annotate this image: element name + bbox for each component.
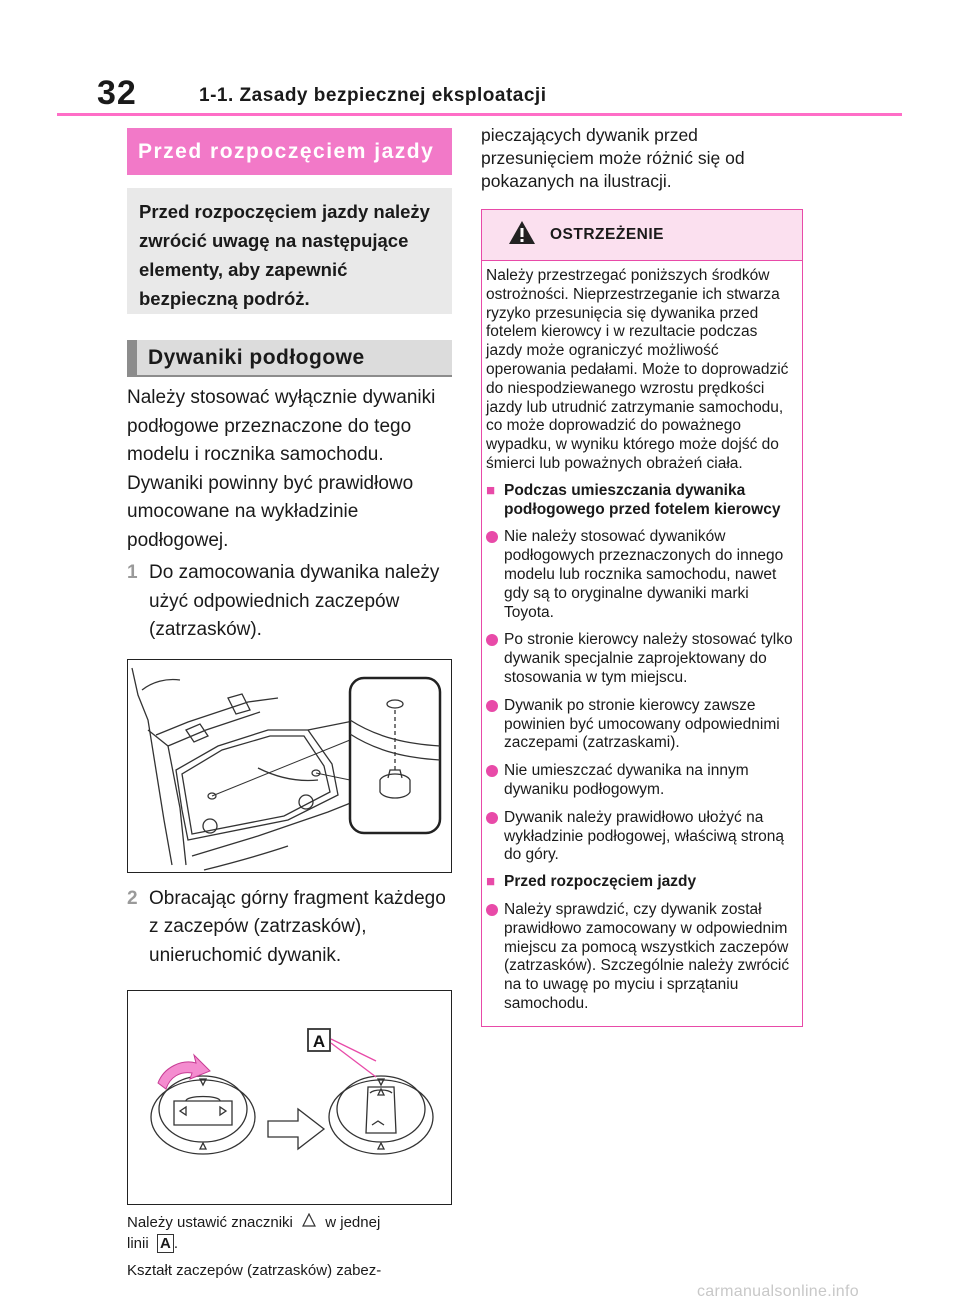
clip-rotation-illustration: [127, 990, 452, 1205]
warning-subhead: [486, 873, 794, 892]
page-number: 32: [97, 74, 137, 112]
watermark: carmanualsonline.info: [697, 1283, 859, 1300]
section-banner: Przed rozpoczęciem jazdy: [127, 128, 452, 175]
bullet-dot-icon: [486, 634, 498, 646]
bullet-dot-icon: [486, 812, 498, 824]
warning-box: [481, 209, 803, 1027]
continuation-text: pieczających dywanik przed przesunięciem może różnić się od pokazanych na ilustracji.: [481, 125, 745, 191]
section-heading: Dywaniki podłogowe: [127, 340, 452, 377]
warning-triangle-icon: [508, 220, 536, 250]
list-item: Nie należy stosować dywaników podłogowych przeznaczonych do innego modelu lub rocznika samochodu, nawet gdy są to oryginalne dywaniki marki Toyota.: [486, 528, 794, 622]
bullet-dot-icon: [486, 904, 498, 916]
floor-mat-paragraph: Należy stosować wyłącznie dywaniki podłogowe przeznaczone do tego modelu i rocznika samochodu. Dywaniki powinny być prawidłowo umocowane na wykładzinie podłogowej.: [127, 387, 436, 551]
page-header: [0, 0, 960, 118]
clip-shape-note: Kształt zaczepów (zatrzasków) zabez-: [127, 1262, 382, 1279]
step-number: 1: [127, 562, 138, 583]
caption-text: w jednej: [325, 1214, 381, 1231]
label-a-badge: A: [157, 1234, 174, 1253]
figure-label-a: A: [312, 1032, 326, 1051]
clip-rotation-drawing: [128, 991, 450, 1203]
list-item: Dywanik należy prawidłowo ułożyć na wykładzinie podłogowej, właściwą stroną do góry.: [486, 809, 794, 865]
chapter-title: 1-1. Zasady bezpiecznej eksploatacji: [199, 85, 547, 106]
caption-text: .: [173, 1235, 179, 1252]
list-item: Nie umieszczać dywanika na innym dywaniku podłogowym.: [486, 762, 794, 800]
step-2: [127, 885, 452, 971]
list-item: Dywanik po stronie kierowcy zawsze powinien być umocowany odpowiednimi zaczepami (zatrzaskami).: [486, 697, 794, 753]
step-text: Obracając górny fragment każdego z zaczepów (zatrzasków), unieruchomić dywanik.: [149, 887, 446, 966]
step-number: 2: [127, 887, 138, 909]
floor-mat-illustration: [127, 659, 452, 873]
square-bullet-icon: ■: [486, 873, 496, 891]
caption-text: linii: [127, 1235, 149, 1252]
warning-title: OSTRZEŻENIE: [550, 226, 665, 243]
warning-header: [482, 210, 802, 261]
list-item: Należy sprawdzić, czy dywanik został prawidłowo zamocowany w odpowiednim miejscu za pomocą wszystkich zaczepów (zatrzasków). Szczególnie należy zwrócić na to uwagę po myciu i sprzątaniu samochodu.: [486, 901, 794, 1014]
intro-box: Przed rozpoczęciem jazdy należy zwrócić uwagę na następujące elementy, aby zapewnić bezpieczną podróż.: [127, 188, 452, 314]
step-1: [127, 559, 452, 645]
subhead-text: Podczas umieszczania dywanika podłogowego przed fotelem kierowcy: [504, 481, 781, 518]
triangle-marker-icon: [297, 1212, 321, 1233]
right-column: [481, 124, 803, 1027]
warning-intro: Należy przestrzegać poniższych środków ostrożności. Nieprzestrzeganie ich stwarza ryzyko przesunięcia się dywanika przed fotelem kierowcy i w rezultacie podczas jazdy może ograniczyć możliwość operowania pedałami. Może to doprowadzić do niespodziewanego wzrostu prędkości jazdy lub utrudnić zatrzymanie samochodu, co może doprowadzić do poważnego wypadku, w wyniku którego może dojść do śmierci lub poważnych obrażeń ciała.: [486, 267, 789, 472]
figure-caption: [127, 1212, 452, 1254]
subhead-text: Przed rozpoczęciem jazdy: [504, 873, 697, 891]
floor-mat-drawing: [128, 660, 450, 871]
bullet-dot-icon: [486, 531, 498, 543]
warning-body: [482, 261, 802, 1026]
list-item: Po stronie kierowcy należy stosować tylko dywanik specjalnie zaprojektowany do stosowania w tym miejscu.: [486, 631, 794, 687]
bullet-dot-icon: [486, 765, 498, 777]
bullet-dot-icon: [486, 700, 498, 712]
step-text: Do zamocowania dywanika należy użyć odpowiednich zaczepów (zatrzasków).: [149, 562, 440, 640]
left-column: [127, 128, 452, 1281]
warning-subhead: [486, 482, 794, 520]
square-bullet-icon: ■: [486, 481, 496, 499]
caption-text: Należy ustawić znaczniki: [127, 1214, 293, 1231]
header-rule: [57, 113, 902, 116]
